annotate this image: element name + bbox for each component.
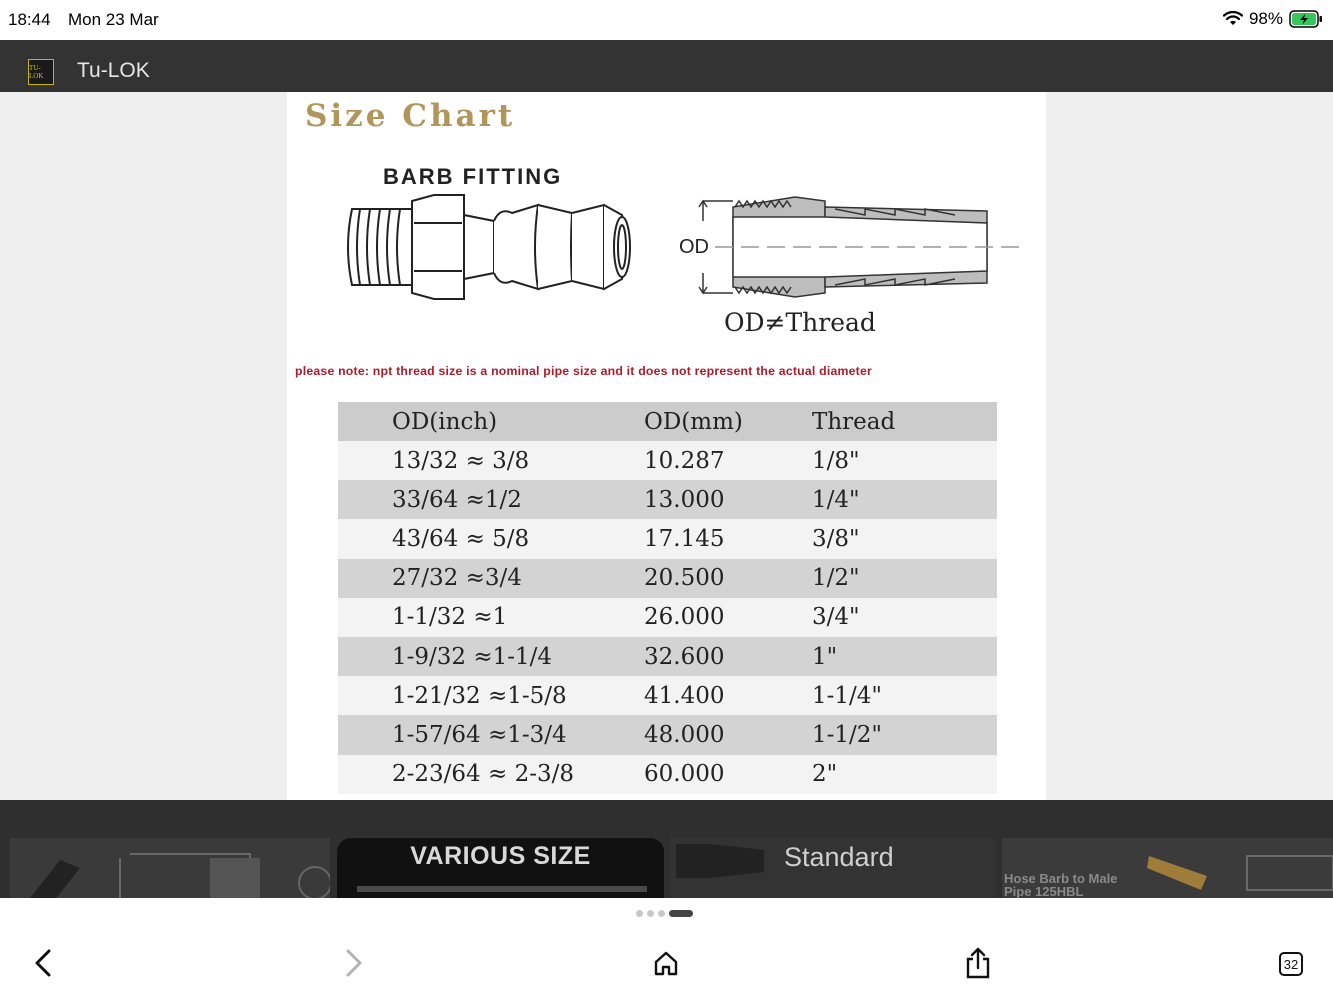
browser-toolbar (0, 930, 1333, 1000)
cell-od-inch: 33/64 ≈1/2 (338, 480, 644, 519)
thumbnail-hose-barb[interactable] (1002, 838, 1333, 898)
share-icon (964, 947, 992, 979)
status-time: 18:44 (8, 10, 51, 29)
cell-od-inch: 43/64 ≈ 5/8 (338, 519, 644, 558)
cell-od-mm: 32.600 (644, 637, 812, 676)
table-row (338, 441, 997, 480)
table-row (338, 559, 997, 598)
brass-fitting-thumbnail-graphic (1147, 846, 1333, 898)
standard-text: Standard (784, 842, 894, 872)
cross-section-drawing (675, 187, 1025, 302)
cell-thread: 1/4" (812, 480, 997, 519)
app-header (0, 40, 1333, 92)
app-logo[interactable] (28, 59, 54, 85)
various-size-text: VARIOUS SIZE (410, 842, 591, 870)
barb-fitting-drawing (342, 187, 642, 307)
od-label: OD (679, 236, 709, 258)
hose-barb-text: Hose Barb to Male Pipe 125HBL (1004, 871, 1118, 898)
cell-od-inch: 1-9/32 ≈1-1/4 (338, 637, 644, 676)
chevron-left-icon (33, 948, 53, 978)
table-row (338, 715, 997, 754)
cell-od-inch: 2-23/64 ≈ 2-3/8 (338, 755, 644, 794)
table-row (338, 637, 997, 676)
home-button[interactable] (649, 946, 683, 980)
tab-count-label: 32 (1283, 956, 1299, 972)
cell-od-inch: 27/32 ≈3/4 (338, 559, 644, 598)
cell-od-mm: 20.500 (644, 559, 812, 598)
cell-od-inch: 1-1/32 ≈1 (338, 598, 644, 637)
header-thread: Thread (812, 402, 997, 441)
home-icon (652, 949, 680, 977)
back-button[interactable] (26, 946, 60, 980)
tabs-button[interactable] (1279, 952, 1303, 976)
cell-od-mm: 13.000 (644, 480, 812, 519)
cell-thread: 1" (812, 637, 997, 676)
status-bar (0, 0, 1333, 40)
thumbnail-fine-print (357, 886, 647, 892)
forward-button[interactable] (337, 946, 371, 980)
od-thread-label: OD≠Thread (724, 308, 876, 337)
app-title: Tu-LOK (77, 59, 150, 82)
app-logo-text: TU-LOK (29, 64, 44, 80)
battery-percent: 98% (1248, 9, 1283, 28)
page-dot[interactable] (636, 910, 643, 917)
image-viewer[interactable] (0, 92, 1333, 800)
thumbnail-various-size[interactable] (337, 838, 664, 898)
barb-thumbnail-graphic (10, 838, 330, 898)
table-row (338, 755, 997, 794)
cell-thread: 1/8" (812, 441, 997, 480)
cell-thread: 1/2" (812, 559, 997, 598)
share-button[interactable] (961, 946, 995, 980)
page-dot[interactable] (647, 910, 654, 917)
cell-thread: 3/8" (812, 519, 997, 558)
table-row (338, 676, 997, 715)
status-date: Mon 23 Mar (68, 10, 159, 29)
size-chart-title: Size Chart (305, 98, 516, 134)
cell-od-mm: 60.000 (644, 755, 812, 794)
cell-od-inch: 1-57/64 ≈1-3/4 (338, 715, 644, 754)
page-dot-active[interactable] (669, 910, 693, 917)
thumbnail-diagram[interactable] (10, 838, 330, 898)
cell-thread: 1-1/2" (812, 715, 997, 754)
page-indicator[interactable] (636, 910, 693, 917)
chevron-right-icon (344, 948, 364, 978)
product-image[interactable] (287, 92, 1046, 800)
cell-thread: 2" (812, 755, 997, 794)
size-table (338, 402, 997, 794)
cell-thread: 3/4" (812, 598, 997, 637)
table-header-row (338, 402, 997, 441)
header-od-inch: OD(inch) (338, 402, 644, 441)
table-row (338, 480, 997, 519)
barb-fitting-label: BARB FITTING (383, 164, 563, 189)
thumbnail-standard[interactable] (670, 838, 996, 898)
header-od-mm: OD(mm) (644, 402, 812, 441)
cell-thread: 1-1/4" (812, 676, 997, 715)
thumbnail-strip[interactable] (0, 800, 1333, 898)
page-dot[interactable] (658, 910, 665, 917)
table-row (338, 519, 997, 558)
cell-od-mm: 48.000 (644, 715, 812, 754)
cell-od-mm: 17.145 (644, 519, 812, 558)
battery-charging-icon (1289, 10, 1323, 28)
cell-od-mm: 41.400 (644, 676, 812, 715)
wifi-icon (1223, 11, 1243, 27)
cell-od-mm: 26.000 (644, 598, 812, 637)
cell-od-inch: 13/32 ≈ 3/8 (338, 441, 644, 480)
npt-note: please note: npt thread size is a nominal pipe size and it does not represent the actual diameter (295, 364, 872, 378)
table-row (338, 598, 997, 637)
cell-od-mm: 10.287 (644, 441, 812, 480)
fitting-thumbnail-graphic (670, 838, 780, 898)
status-right (1223, 9, 1323, 29)
cell-od-inch: 1-21/32 ≈1-5/8 (338, 676, 644, 715)
